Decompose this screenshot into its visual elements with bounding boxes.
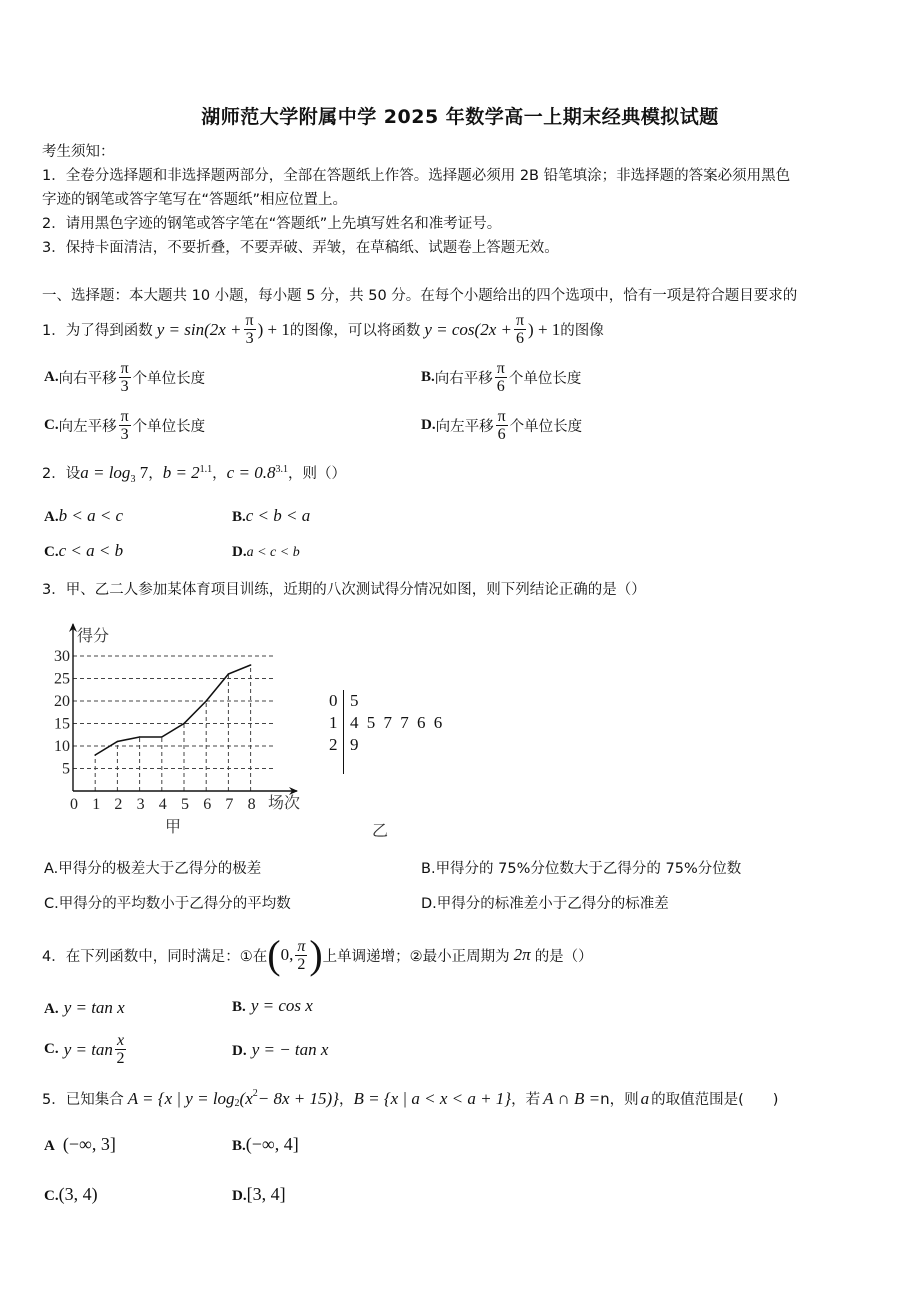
option-text: y = tan xyxy=(63,1039,113,1059)
option-text: y = − tan x xyxy=(251,1040,329,1059)
q2-prefix: 2．设 xyxy=(42,466,81,482)
data-point xyxy=(94,754,96,756)
q2-c-expr: c = 0.8 xyxy=(226,463,276,482)
data-point xyxy=(117,741,119,743)
y-tick-label: 15 xyxy=(54,715,70,733)
y-tick-label: 5 xyxy=(62,760,70,778)
q5-empty-set: n xyxy=(600,1089,610,1108)
q1-suffix: 的图像 xyxy=(560,323,604,339)
denominator: 3 xyxy=(120,426,129,443)
q5-log-base: 2 xyxy=(234,1098,240,1109)
stem-leaf-row xyxy=(329,712,444,734)
option-label: C. xyxy=(44,1188,59,1204)
q4-option-d[interactable] xyxy=(232,1040,328,1060)
stem-leaf-plot xyxy=(329,690,444,774)
y-axis-label: 得分 xyxy=(77,628,110,645)
q5-option-a[interactable] xyxy=(44,1134,116,1155)
q1-function-1-tail: ) + 1 xyxy=(257,319,290,339)
q5-set-a: A = {x | y = log xyxy=(127,1088,235,1108)
numerator: π xyxy=(297,937,306,955)
option-text: 个单位长度 xyxy=(508,371,582,387)
option-label: B. xyxy=(232,999,246,1015)
denominator: 6 xyxy=(497,426,506,443)
data-point xyxy=(250,664,252,666)
separator: ， xyxy=(148,466,163,482)
numerator: π xyxy=(120,408,129,425)
option-text: c < b < a xyxy=(245,506,311,525)
option-text: 甲得分的极差大于乙得分的极差 xyxy=(58,861,262,877)
option-text: (−∞, 4] xyxy=(245,1134,299,1154)
data-point xyxy=(228,673,230,675)
option-text: 甲得分的平均数小于乙得分的平均数 xyxy=(58,896,291,912)
option-text: 向左平移 xyxy=(435,419,494,435)
q5-log-arg: (x xyxy=(239,1088,253,1108)
option-label: D. xyxy=(232,544,247,560)
q4-mid: 上单调递增；②最小正周期为 xyxy=(322,948,510,965)
stem: 2 xyxy=(329,735,338,754)
option-label: A xyxy=(44,1138,55,1154)
stem-leaf-row xyxy=(329,690,444,712)
q4-option-b[interactable] xyxy=(232,996,313,1016)
data-point xyxy=(161,736,163,738)
data-point xyxy=(139,736,141,738)
q2-b-exp: 1.1 xyxy=(199,464,213,476)
q1-mid: 的图像，可以将函数 xyxy=(289,323,421,339)
q5-suffix: 的取值范围是( ) xyxy=(651,1092,779,1108)
q5-variable: a xyxy=(640,1088,650,1108)
leaves: 9 xyxy=(343,734,361,756)
q5-option-c[interactable] xyxy=(44,1184,98,1205)
q5-cond: ，若 xyxy=(511,1092,541,1108)
q5-log-arg-tail: − 8x + 15)} xyxy=(257,1088,339,1108)
notice-item: 字迹的钢笔或答字笔写在“答题纸”相应位置上。 xyxy=(42,192,348,208)
q4-interval-left: 0, xyxy=(280,945,294,964)
chart-ticks xyxy=(54,648,256,813)
q2-a-expr: a = log xyxy=(80,463,131,482)
separator: ， xyxy=(338,1092,354,1108)
option-label: D. xyxy=(232,1188,247,1204)
q2-a-arg: 7 xyxy=(135,463,149,482)
q4-option-a[interactable] xyxy=(44,998,125,1018)
x-tick-label: 1 xyxy=(92,796,101,813)
q3-option-c[interactable] xyxy=(44,892,291,913)
option-label: B. xyxy=(232,509,246,525)
option-text: 向左平移 xyxy=(58,419,117,435)
x-tick-label: 3 xyxy=(136,796,145,813)
option-text: 个单位长度 xyxy=(509,419,583,435)
option-label: B. xyxy=(232,1138,246,1154)
numerator: π xyxy=(245,312,254,329)
q4-interval-fraction xyxy=(295,938,307,973)
page-title: 湖师范大学附属中学 2025 年数学高一上期末经典模拟试题 xyxy=(201,106,719,128)
q5-intersection: A ∩ B = xyxy=(543,1088,601,1108)
yi-caption: 乙 xyxy=(372,821,389,840)
option-label: C. xyxy=(44,1041,59,1057)
x-tick-label: 8 xyxy=(247,796,256,813)
notice-heading: 考生须知： xyxy=(42,144,115,160)
q4-prefix: 4．在下列函数中，同时满足：①在 xyxy=(42,948,268,965)
x-tick-label: 6 xyxy=(203,796,212,813)
q5-prefix: 5．已知集合 xyxy=(42,1092,124,1108)
numerator: π xyxy=(120,360,129,377)
x-axis-label: 场次 xyxy=(268,795,301,812)
question-4-stem xyxy=(42,932,593,977)
option-text: b < a < c xyxy=(58,506,124,525)
denominator: 3 xyxy=(245,330,254,347)
option-label: B. xyxy=(421,861,436,877)
option-text: (3, 4) xyxy=(58,1184,98,1204)
option-text: 个单位长度 xyxy=(132,419,206,435)
option-label: C. xyxy=(44,544,59,560)
data-point xyxy=(183,723,185,725)
question-3-stem: 3．甲、乙二人参加某体育项目训练，近期的八次测试得分情况如图，则下列结论正确的是（） xyxy=(42,582,646,598)
q5-set-b: B = {x | a < x < a + 1} xyxy=(353,1088,512,1108)
data-point xyxy=(205,700,207,702)
option-label: D. xyxy=(232,1043,247,1059)
x-tick-label: 5 xyxy=(181,796,189,813)
denominator: 2 xyxy=(297,955,306,973)
numerator: x xyxy=(116,1032,125,1049)
option-label: D. xyxy=(421,417,436,433)
q1-prefix: 1．为了得到函数 xyxy=(42,323,153,339)
option-label: A. xyxy=(44,509,59,525)
option-label: B. xyxy=(421,369,435,385)
denominator: 6 xyxy=(496,378,505,395)
notice-item: 1．全卷分选择题和非选择题两部分，全部在答题纸上作答。选择题必须用 2B 铅笔填涂；非选择题的答案必须用黑色 xyxy=(42,168,791,184)
section-heading: 一、选择题：本大题共 10 小题，每小题 5 分，共 50 分。在每个小题给出的四个选项中，恰有一项是符合题目要求的 xyxy=(42,288,798,304)
stem-leaf-row xyxy=(329,756,444,774)
x-tick-label: 7 xyxy=(225,796,234,813)
y-tick-label: 30 xyxy=(54,648,70,665)
q5-exponent: 2 xyxy=(252,1088,258,1099)
option-label: A. xyxy=(44,861,59,877)
q2-c-exp: 3.1 xyxy=(275,464,288,476)
option-text: 向右平移 xyxy=(434,371,493,387)
y-tick-label: 20 xyxy=(54,693,70,710)
leaves: 5 xyxy=(343,690,361,712)
option-label: D. xyxy=(421,896,437,912)
chart-grid xyxy=(73,656,275,791)
q5-option-b[interactable] xyxy=(232,1134,299,1155)
option-text: [3, 4] xyxy=(246,1184,286,1204)
stem-leaf-row xyxy=(329,734,444,756)
q2-b-expr: b = 2 xyxy=(162,463,200,482)
option-label: C. xyxy=(44,417,59,433)
q4-option-c[interactable] xyxy=(44,1032,128,1067)
right-paren: ) xyxy=(309,932,323,977)
option-label: A. xyxy=(44,1001,59,1017)
q3-option-d[interactable] xyxy=(421,892,669,913)
option-text: 甲得分的标准差小于乙得分的标准差 xyxy=(436,896,669,912)
q1-function-2-tail: ) + 1 xyxy=(528,319,561,339)
option-text: a < c < b xyxy=(246,545,300,560)
x-tick-label: 2 xyxy=(114,796,123,813)
q1-function-2: y = cos(2x + xyxy=(424,319,512,339)
q3-option-a[interactable] xyxy=(44,857,261,878)
chart-axes xyxy=(73,624,297,791)
option-text: (−∞, 3] xyxy=(62,1134,116,1154)
q5-option-d[interactable] xyxy=(232,1184,286,1205)
option-text: 向右平移 xyxy=(58,371,117,387)
option-text: 个单位长度 xyxy=(132,371,206,387)
option-label: A. xyxy=(44,369,59,385)
y-tick-label: 10 xyxy=(54,738,70,755)
option-text: 甲得分的 75%分位数大于乙得分的 75%分位数 xyxy=(435,861,742,877)
option-label: C. xyxy=(44,896,59,912)
q1-function-1: y = sin(2x + xyxy=(156,319,242,339)
x-tick-label: 4 xyxy=(158,796,167,813)
left-paren: ( xyxy=(267,932,281,977)
option-text: y = tan x xyxy=(63,998,125,1017)
separator: ， xyxy=(212,466,227,482)
numerator: π xyxy=(496,360,505,377)
denominator: 6 xyxy=(516,330,524,347)
stem: 1 xyxy=(329,713,338,732)
leaves: 4 5 7 7 6 6 xyxy=(343,712,444,734)
numerator: π xyxy=(497,408,506,425)
q2-suffix: ，则（） xyxy=(287,466,346,482)
q4-period: 2π xyxy=(513,945,531,964)
notice-item: 2．请用黑色字迹的钢笔或答字笔在“答题纸”上先填写姓名和准考证号。 xyxy=(42,216,502,232)
q5-then: ，则 xyxy=(609,1092,639,1108)
stem: 0 xyxy=(329,691,338,710)
option-fraction xyxy=(115,1032,126,1067)
chart-caption: 甲 xyxy=(165,819,182,836)
chart-series xyxy=(94,664,251,756)
denominator: 3 xyxy=(120,378,129,395)
x-tick-label: 0 xyxy=(70,796,78,813)
option-text: y = cos x xyxy=(250,996,313,1015)
q4-suffix: 的是（） xyxy=(534,948,593,965)
q2-a-base: 3 xyxy=(130,473,136,485)
notice-item: 3．保持卡面清洁，不要折叠，不要弄破、弄皱，在草稿纸、试题卷上答题无效。 xyxy=(42,240,559,256)
question-5-stem xyxy=(42,1088,778,1109)
numerator: π xyxy=(515,312,525,329)
q3-option-b[interactable] xyxy=(421,857,741,878)
denominator: 2 xyxy=(116,1050,125,1067)
option-text: c < a < b xyxy=(58,541,124,560)
y-tick-label: 25 xyxy=(54,670,70,688)
